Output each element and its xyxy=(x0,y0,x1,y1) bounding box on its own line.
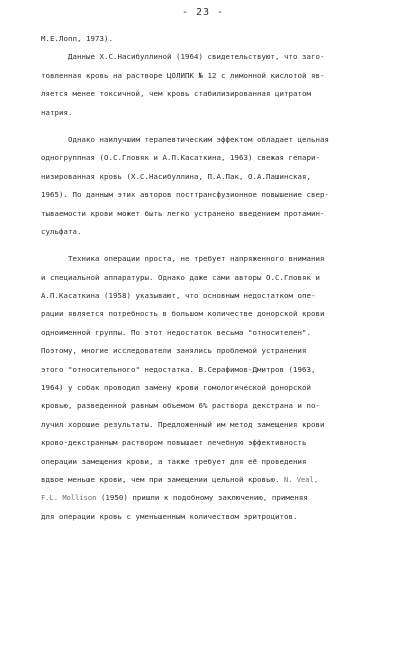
text-line: А.П.Касаткина (1958) указывают, что основным недостатком опе- xyxy=(41,291,316,301)
text-fragment: вдвое меньше крови, чем при замещении цельной кровью. xyxy=(41,474,280,484)
text-line: лучил хорошие результаты. Предложенный им метод замещения крови xyxy=(41,419,325,429)
page-number: - 23 - xyxy=(181,7,225,18)
text-line: одноименной группы. По этот недостаток весьма "относителен". xyxy=(41,327,311,337)
text-line: тываемости крови может быть легко устранено введением протамин- xyxy=(41,208,325,218)
text-line: и специальной аппаратуры. Однако даже сами авторы О.С.Гловяк и xyxy=(41,272,320,282)
text-line-with-latin xyxy=(41,471,381,489)
text-line: для операции кровь с уменьшенным количеством эритроцитов. xyxy=(41,511,298,521)
text-line: Техника операции проста, не требует напряженного внимания xyxy=(41,254,325,264)
text-line: товленная кровь на растворе ЦОЛИПК № 12 с лимонной кислотой яв- xyxy=(41,70,325,80)
text-line: Однако наилучшим терапевтическим эффектом обладает цельная xyxy=(41,134,329,144)
latin-author-name: F.L. Mollison xyxy=(41,494,97,503)
text-line: операции замещения крови, а также требует для её проведения xyxy=(41,456,307,466)
text-line: рации является потребность в большом количестве донорской крови xyxy=(41,309,325,319)
text-line: кровью, разведенной равным объемом 6% раствора декстрана и по- xyxy=(41,401,320,411)
paragraph-gap xyxy=(41,122,381,131)
text-line: ляется менее токсичной, чем кровь стабилизированная цитратом xyxy=(41,89,311,99)
text-line: 1964) у собак проводил замену крови гомологической донорской xyxy=(41,383,311,393)
text-line: низированная кровь (Х.С.Насибуллина, П.А.Пак, О.А.Пашинская, xyxy=(41,171,311,181)
latin-author-name: N. Veal, xyxy=(283,475,319,484)
text-line: Данные Х.С.Насибуллиной (1964) свидетельствуют, что заго- xyxy=(41,52,325,62)
paragraph-gap xyxy=(41,241,381,250)
text-line: натрия. xyxy=(41,107,73,117)
text-line-with-latin xyxy=(41,489,381,507)
text-line: этого "относительного" недостатка. В.Серафимов-Дмитров (1963, xyxy=(41,364,316,374)
text-line: 1965). По данным этих авторов посттрансфузионное повышение свер- xyxy=(41,190,329,200)
text-line: М.Е.Лопп, 1973). xyxy=(41,34,113,43)
body-text xyxy=(41,30,381,526)
text-fragment: (1950) пришли к подобному заключению, применяя xyxy=(100,493,308,503)
text-line: сульфата. xyxy=(41,226,82,236)
text-line: Поэтому, многие исследователи занялись проблемой устранения xyxy=(41,346,307,356)
text-line: одногруппная (О.С.Гловяк и А.П.Касаткина, 1963) свежая гепари- xyxy=(41,153,320,163)
text-line: крово-декстранным раствором повышает лечебную эффективность xyxy=(41,438,307,448)
